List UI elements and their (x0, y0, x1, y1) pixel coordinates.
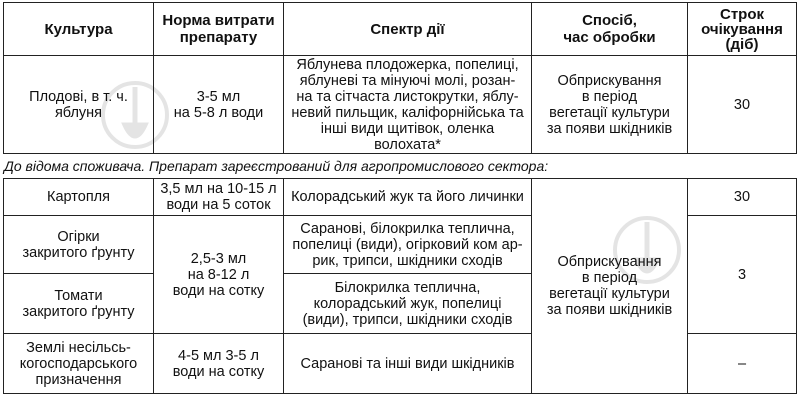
cell-spectrum: Саранові, білокрилка теплична, попелиці (види), огірковий ком ар- рик, трипси, шкідники сходів (284, 216, 532, 274)
cell-term: 30 (688, 56, 797, 154)
cell-term: 30 (688, 179, 797, 216)
cell-spectrum: Саранові та інші види шкідників (284, 334, 532, 394)
cell-norm: 3-5 мл на 5-8 л води (154, 56, 284, 154)
cell-culture: Картопля (4, 179, 154, 216)
cell-method: Обприскування в період вегетації культури за появи шкідників (532, 56, 688, 154)
cell-term: – (688, 334, 797, 394)
cell-norm: 2,5-3 мл на 8-12 л води на сотку (154, 216, 284, 334)
header-spectrum: Спектр дії (284, 3, 532, 56)
table-row (4, 179, 797, 216)
header-row (4, 3, 797, 56)
cell-culture: Огірки закритого ґрунту (4, 216, 154, 274)
pesticide-table-bottom (3, 178, 797, 394)
cell-term: 3 (688, 216, 797, 334)
table-row (4, 56, 797, 154)
cell-norm: 3,5 мл на 10-15 л води на 5 соток (154, 179, 284, 216)
header-culture: Культура (4, 3, 154, 56)
cell-spectrum: Колорадський жук та його личинки (284, 179, 532, 216)
pesticide-table-top (3, 2, 797, 154)
cell-culture: Плодові, в т. ч. яблуня (4, 56, 154, 154)
cell-spectrum: Білокрилка теплична, колорадський жук, попелиці (види), трипси, шкідники сходів (284, 274, 532, 334)
cell-culture: Томати закритого ґрунту (4, 274, 154, 334)
cell-culture: Землі несільсь- когосподарського призначення (4, 334, 154, 394)
cell-spectrum: Яблунева плодожерка, попелиці, яблуневі та мінуючі молі, розан- на та сітчаста листокрутки, яблу- невий пильщик, каліфорнійська та інші види щитівок, оленка волохата* (284, 56, 532, 154)
cell-method: Обприскування в період вегетації культури за появи шкідників (532, 179, 688, 394)
consumer-note: До відома споживача. Препарат зареєстрований для агропромислового сектора: (4, 158, 549, 174)
cell-norm: 4-5 мл 3-5 л води на сотку (154, 334, 284, 394)
header-norm: Норма витрати препарату (154, 3, 284, 56)
header-method: Спосіб, час обробки (532, 3, 688, 56)
header-term: Строк очікування (діб) (688, 3, 797, 56)
